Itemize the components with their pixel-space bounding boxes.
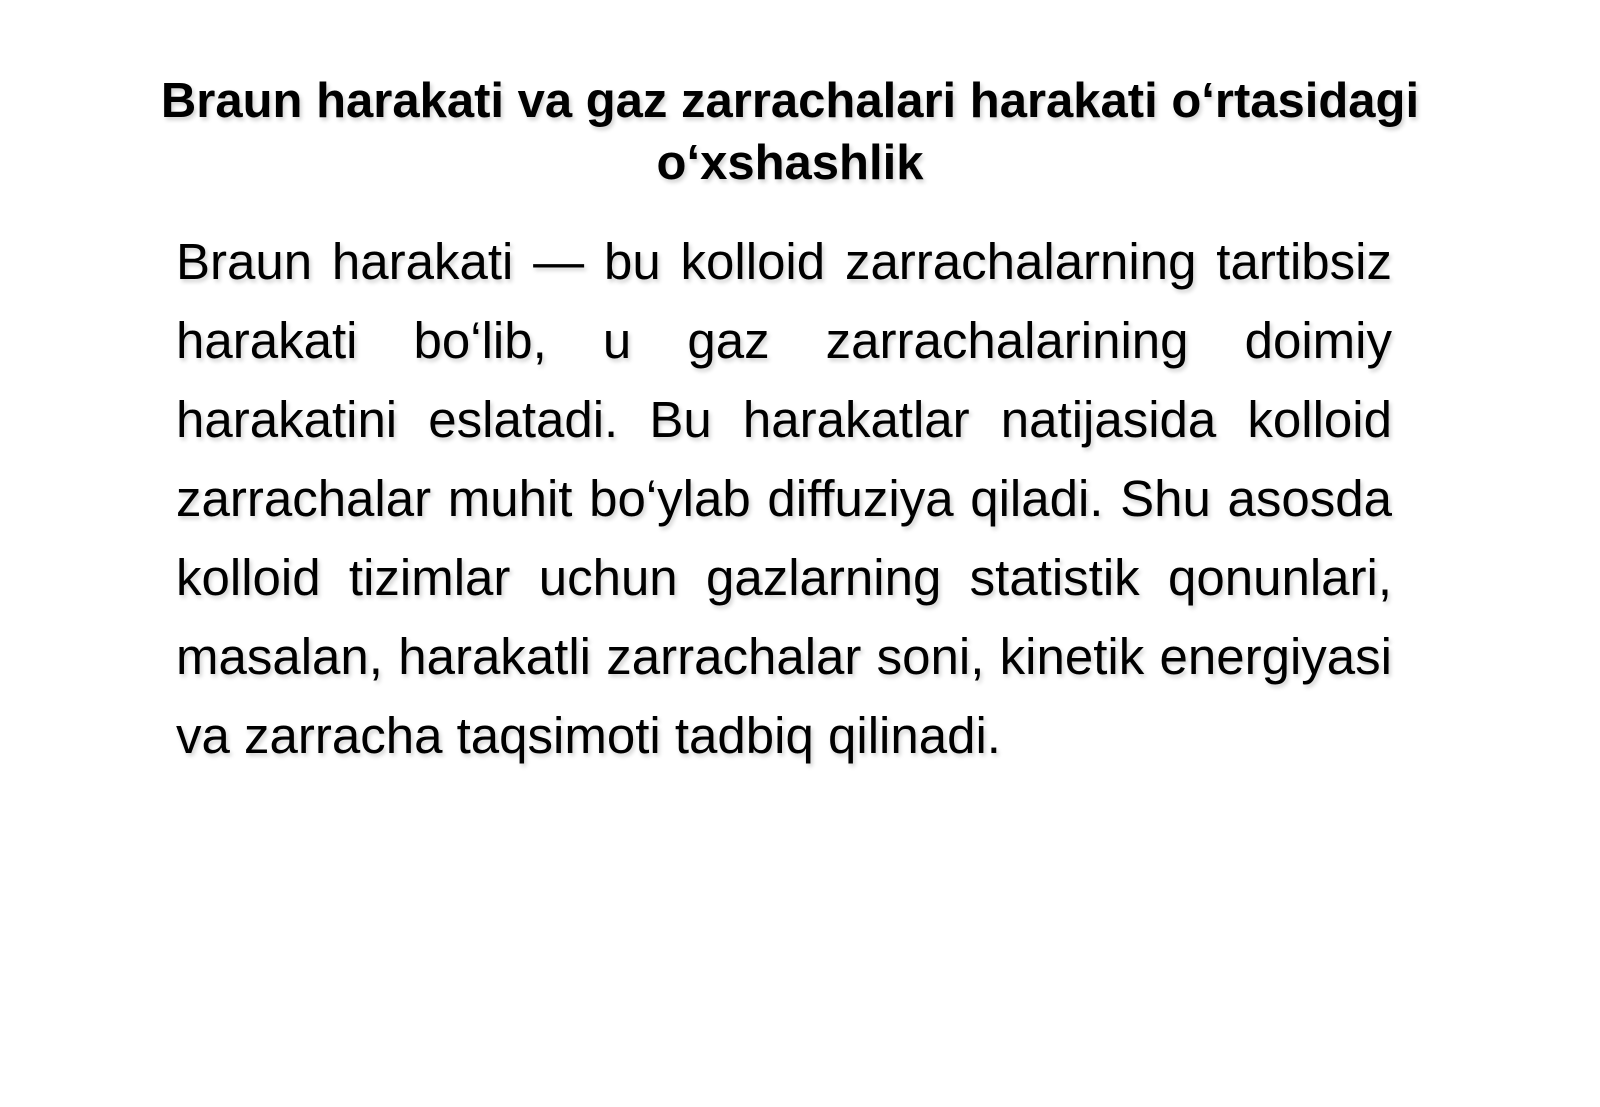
slide-body-text: Braun harakati — bu kolloid zarrachalarning tartibsiz harakati bo‘lib, u gaz zarrachalarining doimiy harakatini eslatadi. Bu harakatlar natijasida kolloid zarrachalar muhit bo‘ylab diffuziya qiladi. Shu asosda kolloid tizimlar uchun gazlarning statistik qonunlari, masalan, harakatli zarrachalar soni, kinetik energiyasi va zarracha taqsimoti tadbiq qilinadi. [176,233,1392,764]
slide-title: Braun harakati va gaz zarrachalari harakati o‘rtasidagi o‘xshashlik [160,74,1420,190]
